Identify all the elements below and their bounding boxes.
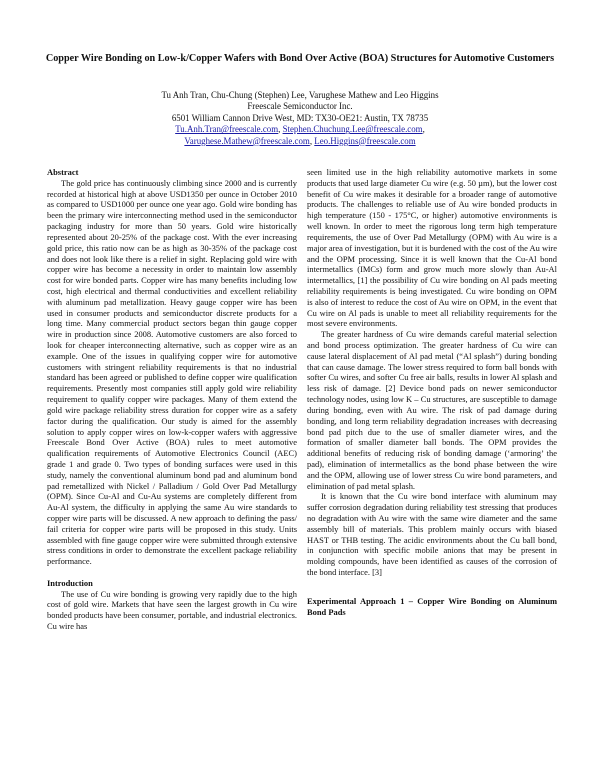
email-line-2 [60,136,540,147]
author-block [60,90,540,147]
introduction-heading: Introduction [47,577,93,588]
introduction-paragraph: The use of Cu wire bonding is growing very rapidly due to the high cost of gold wire. Markets that have seen the largest growth in Cu wire bonded products have been consumer, portable, and industrial electronics. Cu wire has [47,588,297,632]
email-line-1 [60,124,540,135]
email-link-lee[interactable]: Stephen.Chuchung.Lee@freescale.com [282,124,423,135]
abstract-heading: Abstract [47,167,79,177]
email-separator: , [278,124,283,135]
experimental-heading: Experimental Approach 1 – Copper Wire Bonding on Aluminum Bond Pads [307,595,557,617]
address: 6501 William Cannon Drive West, MD: TX30-OE21: Austin, TX 78735 [171,112,429,123]
author-names: Tu Anh Tran, Chu-Chung (Stephen) Lee, Varughese Mathew and Leo Higgins [161,90,439,100]
affiliation: Freescale Semiconductor Inc. [247,101,353,112]
body-paragraph-3: It is known that the Cu wire bond interface with aluminum may suffer corrosion degradation during reliability test stressing that produces no degradation with Au wire with the same wire diameter and the same assembly bill of materials. This problem mainly occurs with biased HAST or THB testing. The acidic environments about the Cu ball bond, in conjunction with specific mobile anions that may be present in molding compounds, have been identified as causes of the corrosion of the bond interface. [3] [307,491,557,578]
email-link-tran[interactable]: Tu.Anh.Tran@freescale.com [175,124,279,135]
section-gap [307,578,557,596]
email-link-higgins[interactable]: Leo.Higgins@freescale.com [314,135,416,146]
abstract-paragraph: The gold price has continuously climbing since 2000 and is currently recorded at historical high at above USD1350 per ounce in October 2010 as compared to USD1000 per ounce one year ago. Gold wire bonding has been the primary wire interconnecting method used in the semiconductor packaging industry for more than 50 years. Gold wire historically represented about 20-25% of the package cost. With the ever increasing gold price, this ratio now can be as high as 30-35% of the package cost and does not look like there is a relief in sight. Replacing gold wire with copper wire has become a necessity in order to maintain low assembly cost for wire bonded parts. Copper wire has many benefits including low cost, high electrical and thermal conductivities and excellent reliability with aluminum pad metallization. Heavy gauge copper wire has been used in consumer products and semiconductor discrete products for a long time. Many commercial product sectors began thin gauge copper wire in production since 2008. Automotive customers are also forced to look for cheaper interconnecting alternative, such as copper wire as an example. One of the issues in qualifying copper wire for automotive customers with stringent reliability requirements is that no industrial standard has been agreed or published to define copper wire qualification requirements. Presently most companies still apply gold wire reliability requirement to qualify copper wire packages. Many of them extend the gold wire package reliability stress duration for copper wire as a safety factor during the qualification. Our study is aimed for the assembly solution to apply copper wires on low-k-copper wafers with aggressive Freescale Bond Over Active (BOA) rules to meet automotive qualification requirements of Automotive Electronics Council (AEC) grade 1 and grade 0. Two types of bonding surfaces were used in this study, namely the conventional aluminum bond pad and aluminum bond pad remetallized with Nickel / Palladium / Gold Over Pad Metallurgy (OPM). Since Cu-Al and Cu-Au systems are completely different from Au-Al system, the difficulty in applying the same Au wire standards to copper wire parts will be discussed. A new approach to defining the pass/ fail criteria for copper wire parts will be proposed in this study. Units assembled with fine gauge copper wire were submitted through extensive stress conditions in order to demonstrate the excellent package reliability performance. [47,177,297,567]
body-paragraph-1: seen limited use in the high reliability automotive markets in some products that used large diameter Cu wire (e.g. 50 µm), but the lower cost benefit of Cu wire makes it desirable for a broader range of automotive products. The challenges to reliable use of Au wire bonded products in high temperature (150 - 175°C, or higher) automotive environments is well known. In order to meet the rigorous long term high temperature requirements, the use of Over Pad Metallurgy (OPM) with Au wire is a major area of investigation, but it is burdened with the cost of the Au wire and the OPM processing. Since it is well known that the Cu-Al bond intermetallics (IMCs) form and grow much more slowly than Au-Al intermetallics, [1] the possibility of Cu wire bonding on Al pads meeting reliability requirements is being investigated. Cu wire bonding on OPM is also of interest to reduce the cost of Au wire on OPM, in the event that Cu wire on Al pads is unable to meet all reliability requirements for the most severe environments. [307,167,557,329]
email-link-mathew[interactable]: Varughese.Mathew@freescale.com [184,135,310,146]
right-column [307,167,557,618]
body-paragraph-2: The greater hardness of Cu wire demands careful material selection and bond process optimization. The greater hardness of Cu wire can cause lateral displacement of Al pad metal (“Al splash”) during bonding that can cause damage. The lower stress required to form ball bonds with softer Cu wires, and softer Cu free air balls, results in lower Al splash and less risk of damage. [2] Device bond pads on newer semiconductor technology nodes, using low K – Cu structures, are susceptible to damage during bonding, even with Au wire. The risk of pad damage during bonding, and long term reliability degradation increases with decreasing bond pad pitch due to the use of smaller diameter wires, and the formation of smaller diameter ball bonds. The OPM provides the additional benefits of reducing risk of bonding damage (‘armoring’ the pad), elimination of intermetallics as the bond phase between the wire and the OPM, allowing use of lower stress Cu wire bond parameters, and elimination of pad metal splash. [307,329,557,491]
email-separator: , [309,135,315,146]
email-separator: , [422,124,425,135]
section-gap [47,567,297,578]
paper-title: Copper Wire Bonding on Low-k/Copper Wafers with Bond Over Active (BOA) Structures for Automotive Customers [45,53,555,64]
left-column [47,167,297,632]
